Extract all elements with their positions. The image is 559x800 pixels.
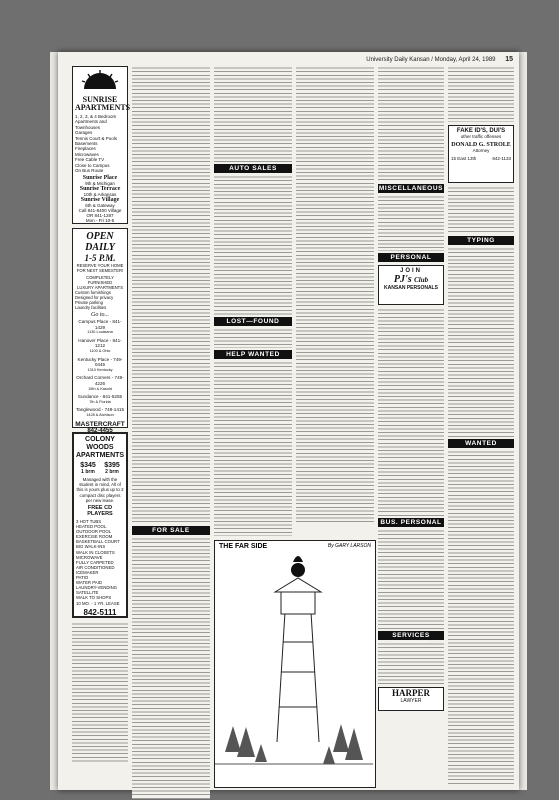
classified-text <box>378 642 444 684</box>
section-auto-sales: AUTO SALES <box>214 164 292 173</box>
colony-cta: FREE CD PLAYERS <box>87 505 113 518</box>
feature-item: Close to Campus <box>75 162 110 168</box>
classified-text <box>214 328 292 348</box>
open-daily-line: RESERVE YOUR HOME FOR NEXT SEMESTER! <box>76 263 124 273</box>
sunrise-title: SUNRISE APARTMENTS <box>75 95 131 112</box>
classified-column-5 <box>378 66 444 711</box>
colony-woods-ad <box>72 432 128 618</box>
place-address: 15th & Kasold <box>88 386 112 391</box>
classified-text <box>448 247 514 437</box>
amenity-item: WALK TO SHOPS <box>76 595 112 601</box>
classified-text <box>214 175 292 315</box>
sunrise-features <box>75 114 125 173</box>
open-daily-hours: 1-5 P.M. <box>84 253 116 263</box>
classified-column-2 <box>132 66 210 799</box>
classified-text <box>378 529 444 629</box>
sunrise-village: Sunrise Village <box>80 197 120 204</box>
strole-address: 15 East 13th <box>451 156 477 161</box>
comic-drawing <box>215 552 373 782</box>
open-daily-line: COMPLETELY FURNISHED <box>86 275 114 285</box>
amenity-item: WALK IN CLOSETS <box>76 549 115 555</box>
comic-header <box>215 541 375 552</box>
paper-dateline: University Daily Kansan / Monday, April 24, 1989 <box>366 57 496 63</box>
pjs-name: PJ's <box>393 274 412 285</box>
classified-text <box>214 66 292 162</box>
classified-text <box>448 450 514 786</box>
comic-title: THE FAR SIDE <box>219 543 268 550</box>
far-side-comic <box>214 540 376 788</box>
classified-text <box>448 186 514 234</box>
amenity-item: BIG WALK-INS <box>76 544 106 550</box>
place-address: 1100 & Ohio <box>89 348 111 353</box>
sunrise-address: 9th & Michigan <box>85 181 115 187</box>
amenity-item: ICEMAKER <box>76 569 99 575</box>
pjs-club-ad <box>378 265 444 305</box>
place-name: Campus Place - 841-1429 <box>78 319 122 330</box>
mastercraft-phone: 842-4455 <box>87 427 113 434</box>
open-daily-ad <box>72 228 128 434</box>
harper-subtitle: LAWYER <box>400 698 422 704</box>
place-address: 1130 Louisiana <box>87 330 113 335</box>
strole-role: Attorney <box>472 148 490 153</box>
section-services-offered: SERVICES <box>378 631 444 640</box>
place-name: Tanglewood - 749-1415 <box>75 407 124 413</box>
option-item: Laundry facilities <box>75 305 107 310</box>
sunrise-hours: Mon - Fri 10-5 <box>85 218 115 224</box>
classified-text <box>132 537 210 799</box>
open-daily-line: LUXURY APARTMENTS <box>77 285 123 290</box>
open-daily-goto: Go to... <box>91 312 109 318</box>
section-miscellaneous: MISCELLANEOUS <box>378 185 444 192</box>
section-for-sale: FOR SALE <box>132 526 210 535</box>
colony-amenities <box>76 519 124 606</box>
page-header <box>118 56 513 66</box>
classified-text <box>378 308 444 516</box>
section-help-wanted: HELP WANTED <box>214 350 292 359</box>
amenity-item: BASKETBALL COURT <box>76 539 120 545</box>
amenity-item: AIR CONDITIONED <box>76 564 115 570</box>
feature-item: Basements <box>75 141 98 147</box>
section-personal: PERSONAL <box>378 253 444 262</box>
price-1br: $345 <box>80 462 96 469</box>
colony-phone: 842-5111 <box>83 607 117 617</box>
classified-text <box>448 66 514 122</box>
classified-text <box>378 66 444 182</box>
harper-lawyer-ad <box>378 687 444 711</box>
colony-title: COLONY WOODS APARTMENTS <box>76 436 125 459</box>
feature-item: Fireplaces <box>75 146 96 152</box>
strole-name: DONALD G. STROLE <box>451 142 511 148</box>
sunrise-phone: OR 841-1287 <box>86 213 114 219</box>
strole-headline: FAKE ID'S, DUI'S <box>456 128 506 134</box>
amenity-item: FULLY CARPETED <box>76 559 114 565</box>
classified-text <box>132 66 210 524</box>
sunrise-ad <box>72 66 131 224</box>
feature-item: Apartments and Townhouses <box>75 119 107 130</box>
place-name: Orchard Corners - 749-4226 <box>76 375 124 386</box>
price-2br: $395 <box>104 462 120 469</box>
amenity-item: PATIO <box>76 575 89 581</box>
page-edge-left <box>50 52 58 790</box>
open-daily-title: OPEN DAILY <box>85 231 115 253</box>
classified-column-4 <box>296 66 374 524</box>
sunrise-address: 10th & Arkansas <box>83 192 117 198</box>
classified-text <box>296 66 374 524</box>
size-2br: 2 brm <box>105 469 119 475</box>
amenity-item: LAUNDRY-VENDING <box>76 585 118 591</box>
amenity-item: 3 HOT TUBS <box>76 519 102 525</box>
classified-text <box>214 361 292 536</box>
mastercraft-brand: MASTERCRAFT <box>75 420 125 428</box>
feature-item: Tennis Court & Pools <box>75 135 118 141</box>
amenity-item: EXERCISE ROOM <box>76 534 113 540</box>
section-lost-found: LOST—FOUND <box>214 317 292 326</box>
section-bus-personal: BUS. PERSONAL <box>378 518 444 527</box>
option-item: Designed for privacy <box>75 295 114 300</box>
sunrise-logo-icon <box>80 69 120 91</box>
strole-phone: 842-1133 <box>492 156 511 161</box>
strole-contact <box>451 156 511 161</box>
amenity-item: OUTDOOR POOL <box>76 529 112 535</box>
place-address: 7th & Florida <box>89 399 111 404</box>
place-address: 1428 & Atchison <box>86 412 114 417</box>
classified-column-3 <box>214 66 292 536</box>
amenity-item: MICROWAVE <box>76 554 103 560</box>
newspaper-page <box>58 52 519 790</box>
pjs-name-line <box>381 274 441 285</box>
place-name: Hanover Place - 841-1212 <box>78 337 122 349</box>
option-item: Custom furnishings <box>75 290 111 295</box>
pjs-club: Club <box>414 276 429 284</box>
classified-column-6 <box>448 66 514 786</box>
colony-prices <box>76 462 124 475</box>
place-name: Kentucky Place - 749-0445 <box>77 356 123 368</box>
amenity-item: 10 MO. - 1 YR. LEASE <box>76 600 120 606</box>
open-daily-options <box>75 290 125 310</box>
colony-note: Managed with the student in mind. All of this is yours plus up to 2 compact disc players per new lease. <box>76 477 124 503</box>
open-daily-places <box>75 319 125 419</box>
amenity-item: HEATED POOL <box>76 524 107 530</box>
size-1br: 1 brm <box>81 469 95 475</box>
amenity-item: SATELLITE <box>76 590 99 596</box>
place-name: Sundance - 841-5255 <box>77 394 123 400</box>
page-edge-right <box>519 52 527 790</box>
sunrise-address: 6th & Gateway <box>85 203 115 209</box>
section-wanted: WANTED <box>448 439 514 448</box>
strole-subheadline: other traffic offenses <box>460 134 502 139</box>
sunrise-place: Sunrise Place <box>82 175 118 182</box>
amenity-item: WATER PAID <box>76 580 102 586</box>
page-number: 15 <box>505 56 513 63</box>
sunrise-terrace: Sunrise Terrace <box>79 186 121 193</box>
feature-item: 1, 2, 3, & 4 Bedroom <box>75 114 117 119</box>
pjs-subtitle: KANSAN PERSONALS <box>384 285 438 291</box>
place-address: 1310 Kentucky <box>87 367 113 372</box>
option-item: Private parking <box>75 300 103 305</box>
section-typing: TYPING <box>448 236 514 245</box>
feature-item: Free Cable TV <box>75 157 105 163</box>
comic-byline: By GARY LARSON <box>327 543 371 549</box>
ad-column <box>72 66 131 762</box>
classified-text <box>378 195 444 251</box>
strole-attorney-ad <box>448 125 514 183</box>
feature-item: Garages <box>75 130 93 136</box>
sunrise-call: Call 841-8400 Village <box>78 208 122 214</box>
harper-title: HARPER <box>392 688 430 698</box>
feature-item: Microwaves <box>75 151 99 157</box>
classified-text <box>72 622 128 762</box>
feature-item: On Bus Route <box>75 168 104 174</box>
pjs-join: JOIN <box>399 268 422 274</box>
